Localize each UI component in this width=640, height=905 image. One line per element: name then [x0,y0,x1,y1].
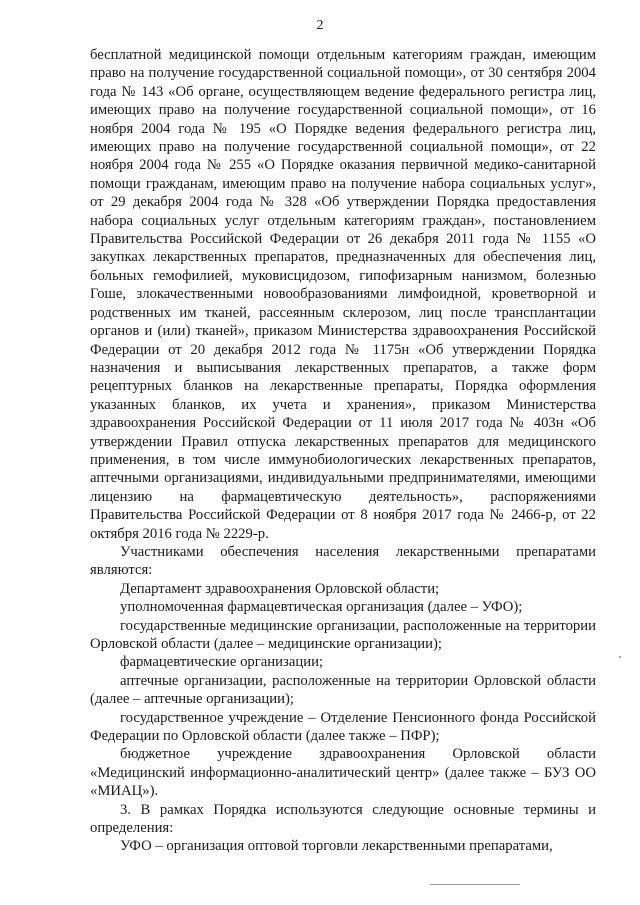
list-item-medical-organizations: государственные медицинские организации, расположенные на территории Орловской области (далее – медицинские организации); [90,617,596,652]
page-number: 2 [316,18,324,33]
list-item-miac: бюджетное учреждение здравоохранения Орловской области «Медицинский информационно-аналитический центр» (далее также – БУЗ ОО «МИАЦ»). [90,746,596,800]
list-item-ufo: уполномоченная фармацевтическая организация (далее – УФО); [120,599,523,616]
paragraph-section-3: 3. В рамках Порядка используются следующие основные термины и определения: [90,801,596,837]
scan-artifact-line [430,884,520,885]
document-body [90,46,596,856]
list-item-pharmacy-organizations: аптечные организации, расположенные на территории Орловской области (далее – аптечные организации); [90,672,596,708]
paragraph-participants-intro: Участниками обеспечения населения лекарственными препаратами являются: [90,543,596,579]
paragraph-continuation: бесплатной медицинской помощи отдельным категориям граждан, имеющим право на получение государственной социальной помощи», от 30 сентября 2004 года № 143 «Об органе, осуществляющем ведение федерального регистра лиц, имеющих право на получение государственной социальной помощи», от 16 ноября 2004 года № 195 «О Порядке ведения федерального регистра лиц, имеющих право на получение государственной социальной помощи», от 22 ноября 2004 года № 255 «О Порядке оказания первичной медико-санитарной помощи гражданам, имеющим право на получение набора социальных услуг», от 29 декабря 2004 года № 328 «Об утверждении Порядка предоставления набора социальных услуг отдельным категориям граждан», постановлением Правительства Российской Федерации от 26 декабря 2011 года № 1155 «О закупках лекарственных препаратов, предназначенных для обеспечения лиц, больных гемофилией, муковисцидозом, гипофизарным нанизмом, болезнью Гоше, злокачественными новообразованиями лимфоидной, кроветворной и родственных им тканей, рассеянным склерозом, лиц после трансплантации органов и (или) тканей», приказом Министерства здравоохранения Российской Федерации от 20 декабря 2012 года № 1175н «Об утверждении Порядка назначения и выписывания лекарственных препаратов, а также форм рецептурных бланков на лекарственные препараты, Порядка оформления указанных бланков, их учета и хранения», приказом Министерства здравоохранения Российской Федерации от 11 июля 2017 года № 403н «Об утверждении Правил отпуска лекарственных препаратов для медицинского применения, в том числе иммунобиологических лекарственных препаратов, аптечными организациями, индивидуальными предпринимателями, имеющими лицензию на фармацевтическую деятельность», распоряжениями Правительства Российской Федерации от 8 ноября 2017 года № 2466-р, от 22 октября 2016 года № 2229-р. [90,47,596,542]
list-item-pension-fund: государственное учреждение – Отделение Пенсионного фонда Российской Федерации по Орловской области (далее также – ПФР); [90,709,596,745]
list-item-pharmaceutical-organizations: фармацевтические организации; [120,654,324,671]
paragraph-ufo-definition: УФО – организация оптовой торговли лекарственными препаратами, [120,838,553,855]
list-item-department: Департамент здравоохранения Орловской области; [120,580,440,597]
scan-speck [619,656,621,658]
